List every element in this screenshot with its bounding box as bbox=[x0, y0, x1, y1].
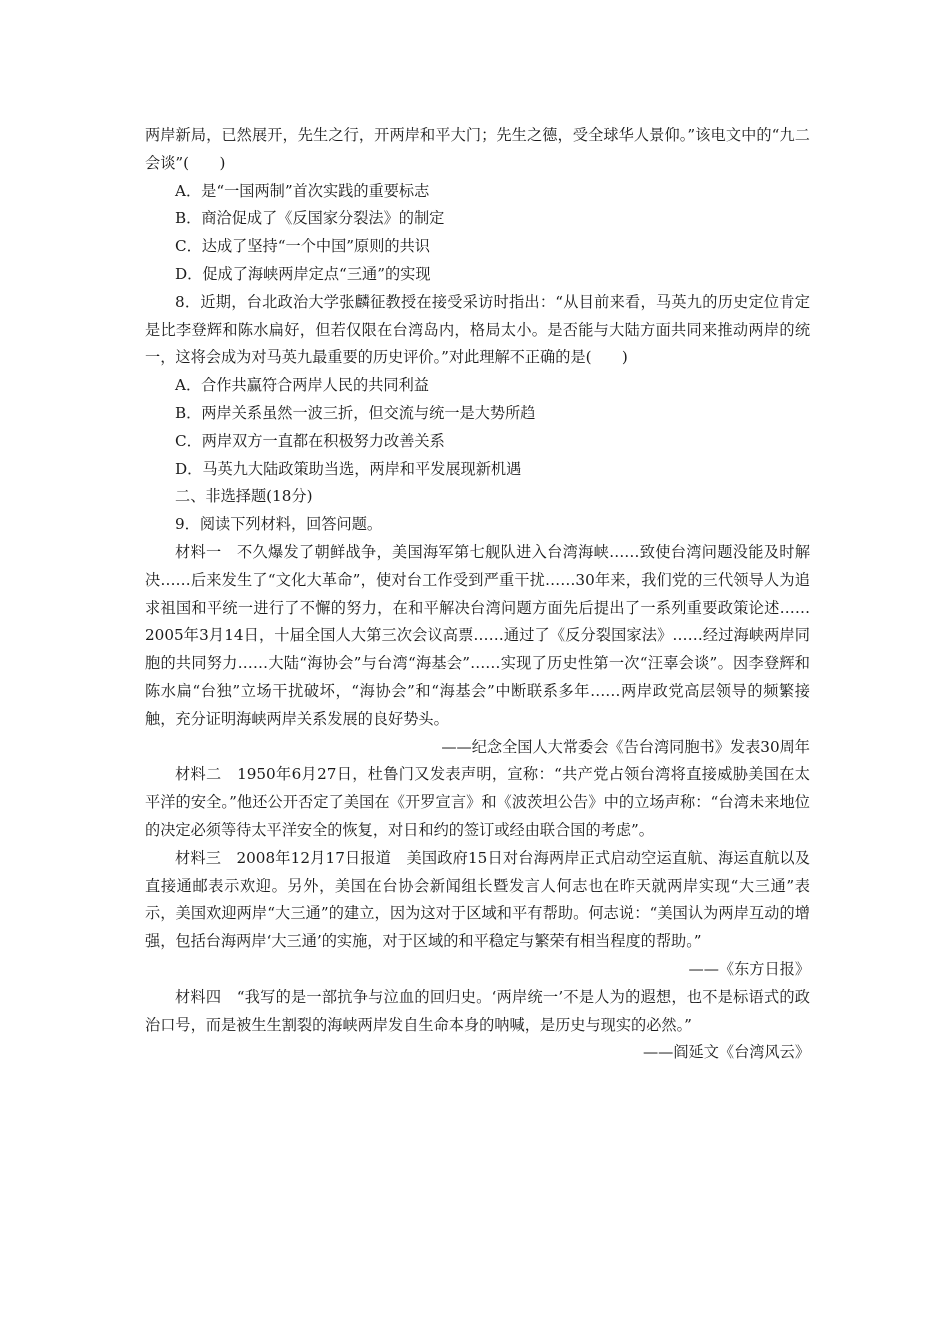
q7-stem-tail: 两岸新局，已然展开，先生之行，开两岸和平大门；先生之德，受全球华人景仰。”该电文中的“九二会谈”( ) bbox=[145, 126, 810, 172]
q7-option-b: B．商洽促成了《反国家分裂法》的制定 bbox=[175, 209, 445, 228]
q8-option-b: B．两岸关系虽然一波三折，但交流与统一是大势所趋 bbox=[175, 403, 536, 422]
q8-option-d: D．马英九大陆政策助当选，两岸和平发展现新机遇 bbox=[175, 459, 522, 478]
material-four: 材料四 “我写的是一部抗争与泣血的回归史。‘两岸统一’不是人为的遐想，也不是标语式的政治口号，而是被生生割裂的海峡两岸发自生命本身的呐喊，是历史与现实的必然。” bbox=[145, 987, 810, 1034]
q8-stem: 8．近期，台北政治大学张麟征教授在接受采访时指出：“从目前来看，马英九的历史定位肯定是比李登辉和陈水扁好，但若仅限在台湾岛内，格局太小。是否能与大陆方面共同来推动两岸的统一，这将会成为对马英九最重要的历史评价。”对此理解不正确的是( ) bbox=[145, 292, 810, 367]
q8-option-c: C．两岸双方一直都在积极努力改善关系 bbox=[175, 431, 445, 450]
material-one: 材料一 不久爆发了朝鲜战争，美国海军第七舰队进入台湾海峡……致使台湾问题没能及时解决……后来发生了“文化大革命”，使对台工作受到严重干扰……30年来，我们党的三代领导人为追求祖国和平统一进行了不懈的努力，在和平解决台湾问题方面先后提出了一系列重要政策论述……2005年3月14日，十届全国人大第三次会议高票……通过了《反分裂国家法》……经过海峡两岸同胞的共同努力……大陆“海协会”与台湾“海基会”……实现了历史性第一次“汪辜会谈”。因李登辉和陈水扁“台独”立场干扰破坏，“海协会”和“海基会”中断联系多年……两岸政党高层领导的频繁接触，充分证明海峡两岸关系发展的良好势头。 bbox=[145, 542, 810, 728]
material-two: 材料二 1950年6月27日，杜鲁门又发表声明，宣称：“共产党占领台湾将直接威胁美国在太平洋的安全。”他还公开否定了美国在《开罗宣言》和《波茨坦公告》中的立场声称：“台湾未来地位的决定必须等待太平洋安全的恢复，对日和约的签订或经由联合国的考虑”。 bbox=[145, 765, 810, 839]
material-three: 材料三 2008年12月17日报道 美国政府15日对台海两岸正式启动空运直航、海运直航以及直接通邮表示欢迎。另外，美国在台协会新闻组长暨发言人何志也在昨天就两岸实现“大三通”表示，美国欢迎两岸“大三通”的建立，因为这对于区域和平有帮助。何志说：“美国认为两岸互动的增强，包括台海两岸‘大三通’的实施，对于区域的和平稳定与繁荣有相当程度的帮助。” bbox=[145, 848, 810, 951]
q7-option-a: A．是“一国两制”首次实践的重要标志 bbox=[175, 181, 430, 200]
material-four-source: ——阎延文《台湾风云》 bbox=[642, 1043, 810, 1062]
q7-option-c: C．达成了坚持“一个中国”原则的共识 bbox=[175, 237, 430, 256]
q9-stem: 9．阅读下列材料，回答问题。 bbox=[175, 515, 383, 534]
section-heading: 二、非选择题(18分) bbox=[175, 487, 313, 506]
page-content bbox=[145, 122, 810, 1067]
q7-option-d: D．促成了海峡两岸定点“三通”的实现 bbox=[175, 264, 431, 283]
material-one-source: ——纪念全国人大常委会《告台湾同胞书》发表30周年 bbox=[441, 737, 810, 756]
material-three-source: ——《东方日报》 bbox=[688, 959, 810, 978]
q8-option-a: A．合作共赢符合两岸人民的共同利益 bbox=[175, 376, 429, 395]
